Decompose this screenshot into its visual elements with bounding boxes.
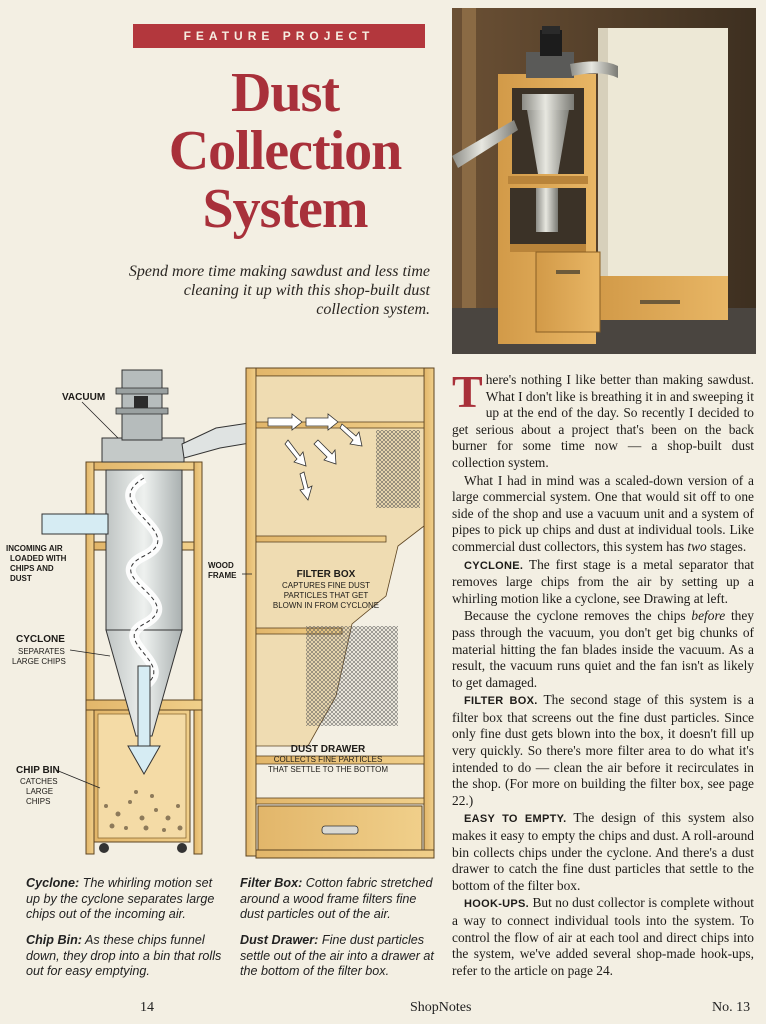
- issue-number: No. 13: [712, 1000, 751, 1015]
- article-title: [120, 64, 450, 238]
- label-chip-bin-sub-3: CHIPS: [26, 797, 51, 806]
- label-cyclone: CYCLONE: [16, 634, 65, 645]
- caption-filter-box-text: Cotton fabric stretched around a wood frame filters fine dust particles out of the air.: [240, 876, 433, 922]
- label-vacuum: VACUUM: [62, 392, 106, 403]
- article-paragraph-2: What I had in mind was a scaled-down version of a large commercial system. One that would sit off to one side of the shop and use a vacuum unit and a system of pipes to pick up chips and dust at individual tools. Like commercial dust collectors, this system has two stages.: [452, 472, 754, 554]
- caption-filter-box-head: Filter Box:: [240, 876, 303, 890]
- caption-filter-box: [240, 876, 440, 923]
- magazine-name: ShopNotes: [410, 1000, 472, 1015]
- article-subtitle: Spend more time making sawdust and less time cleaning it up with this shop-built dust collection system.: [128, 263, 430, 318]
- label-chip-bin-sub-1: CATCHES: [20, 777, 58, 786]
- photo-dust-collection-system: [452, 8, 756, 354]
- label-cyclone-sub-1: SEPARATES: [18, 647, 65, 656]
- heading-filter-box: FILTER BOX.: [464, 695, 538, 708]
- article-paragraph-filter-box: FILTER BOX. The second stage of this system is a filter box that screens out the fine dust particles. Since only fine dust gets blown into the box, it doesn't fill up very quickly. So there's more filter area to do what it's intended to do — clean the air before it recirculates in the shop. (For more on building the filter box, see page 22.): [452, 692, 754, 808]
- filter-box: [246, 368, 434, 858]
- section-banner: FEATURE PROJECT: [133, 24, 425, 48]
- caption-cyclone: [26, 876, 226, 923]
- caption-dust-drawer-text: Fine dust particles settle out of the air into a drawer at the bottom of the filter box.: [240, 933, 434, 979]
- heading-easy-to-empty: EASY TO EMPTY.: [464, 813, 567, 826]
- heading-cyclone: CYCLONE.: [464, 559, 524, 572]
- label-filter-box-sub-1: CAPTURES FINE DUST: [281, 581, 371, 590]
- cutaway-drawing: [6, 366, 442, 866]
- label-incoming-air-4: DUST: [10, 574, 32, 583]
- article-paragraph-hook-ups: HOOK-UPS. But no dust collector is complete without a way to connect individual tools into the system. To control the flow of air at each tool and direct chips into the system, we've added several shop-made hook-ups, refer to the article on page 24.: [452, 895, 754, 978]
- caption-dust-drawer-head: Dust Drawer:: [240, 933, 319, 947]
- caption-dust-drawer: [240, 933, 440, 980]
- title-line-3: System: [202, 178, 368, 240]
- label-incoming-air-1: INCOMING AIR: [6, 544, 63, 553]
- label-cyclone-sub-2: LARGE CHIPS: [12, 657, 66, 666]
- article-paragraph-4: Because the cyclone removes the chips before they pass through the vacuum, you don't get big chunks of material hitting the fan blades inside the vacuum. As a result, the vacuum runs quiet and the fan isn't as likely to get damaged.: [452, 608, 754, 690]
- caption-cyclone-text: The whirling motion set up by the cyclone separates large chips out of the incoming air.: [26, 876, 215, 922]
- label-incoming-air-3: CHIPS AND: [10, 564, 54, 573]
- drop-cap: T: [452, 366, 483, 417]
- article-paragraph-intro: There's nothing I like better than making sawdust. What I don't like is breathing it in and sweeping it up at the end of the day. So recently I decided to get serious about a project that's been on the back burner for some time now — a shop-built dust collection system.: [452, 366, 754, 470]
- caption-cyclone-head: Cyclone:: [26, 876, 80, 890]
- label-wood-frame-2: FRAME: [208, 571, 237, 580]
- article-body: [452, 366, 754, 980]
- label-chip-bin: CHIP BIN: [16, 765, 60, 776]
- title-line-2: Collection: [168, 120, 402, 182]
- label-dust-drawer-sub-1: COLLECTS FINE PARTICLES: [273, 755, 383, 764]
- caption-chip-bin-text: As these chips funnel down, they drop into a bin that rolls out for easy emptying.: [26, 933, 222, 979]
- label-dust-drawer: DUST DRAWER: [290, 744, 366, 755]
- heading-hook-ups: HOOK-UPS.: [464, 898, 530, 911]
- label-wood-frame-1: WOOD: [208, 561, 234, 570]
- caption-chip-bin-head: Chip Bin:: [26, 933, 82, 947]
- article-paragraph-easy-to-empty: EASY TO EMPTY. The design of this system also makes it easy to empty the chips and dust. A roll-around bin collects chips under the cyclone. And there's a dust drawer to catch the fine dust particles that settle to the bottom of the filter box.: [452, 810, 754, 893]
- page-number: 14: [140, 1000, 154, 1015]
- label-chip-bin-sub-2: LARGE: [26, 787, 54, 796]
- article-paragraph-cyclone: CYCLONE. The first stage is a metal separator that removes large chips from the air by setting up a whirling motion like a cyclone, see Drawing at left.: [452, 556, 754, 606]
- caption-chip-bin: [26, 933, 226, 980]
- label-filter-box: FILTER BOX: [296, 569, 356, 580]
- label-dust-drawer-sub-2: THAT SETTLE TO THE BOTTOM: [267, 765, 389, 774]
- label-filter-box-sub-2: PARTICLES THAT GET: [283, 591, 369, 600]
- title-line-1: Dust: [230, 62, 340, 124]
- label-incoming-air-2: LOADED WITH: [10, 554, 67, 563]
- label-filter-box-sub-3: BLOWN IN FROM CYCLONE: [272, 601, 380, 610]
